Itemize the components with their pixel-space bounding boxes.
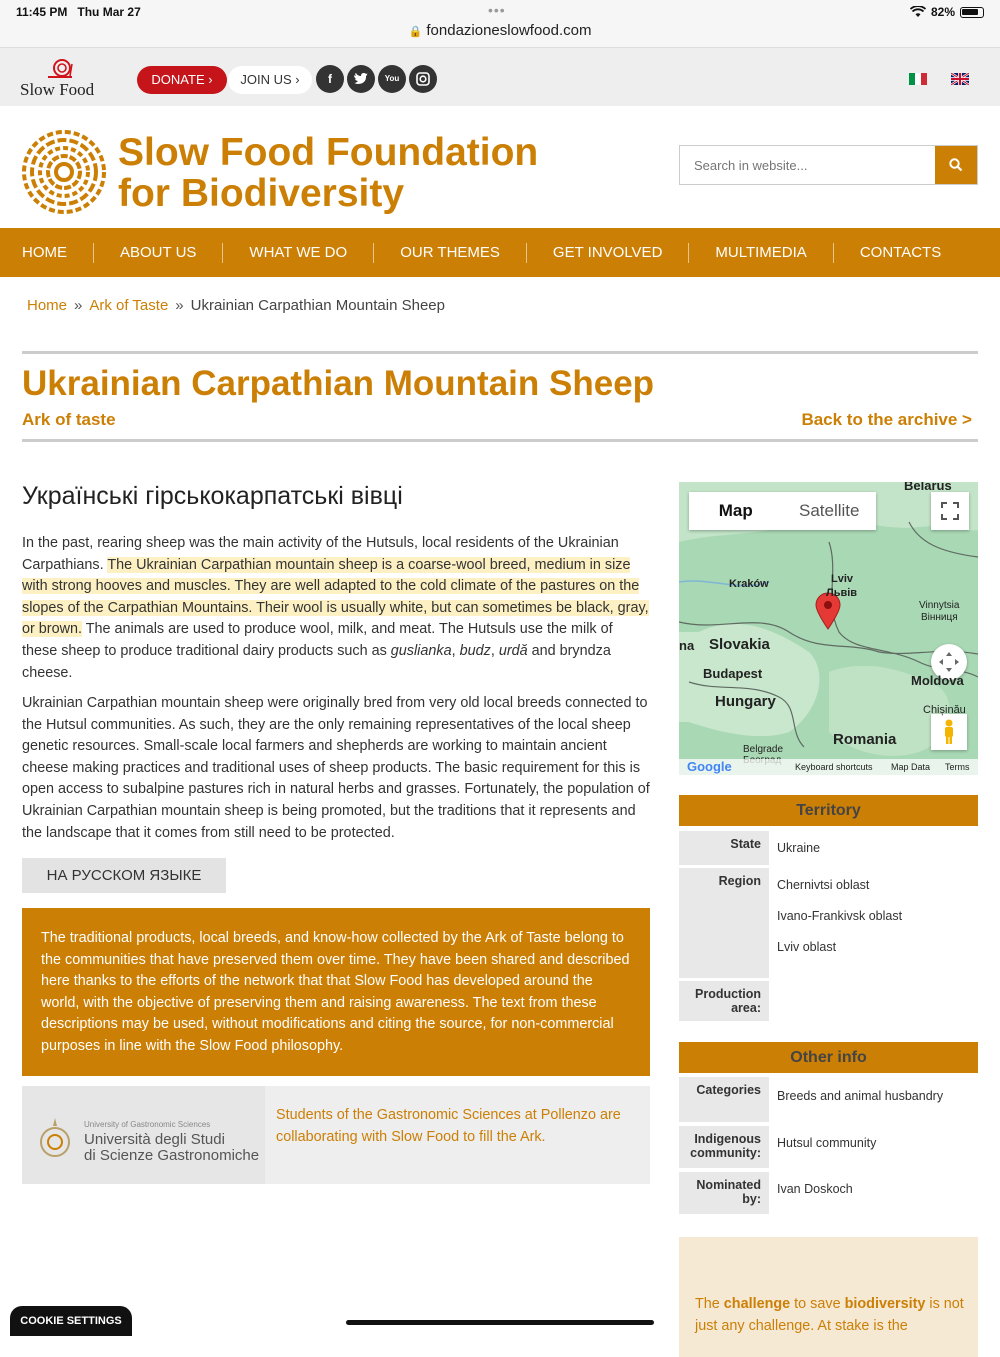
local-name-heading: Українські гірськокарпатські вівці <box>22 482 403 510</box>
nav-home[interactable]: HOME <box>0 243 94 263</box>
search-icon <box>949 158 963 172</box>
biodiversity-challenge-box: The challenge to save biodiversity is not just any challenge. At stake is the <box>679 1237 978 1357</box>
search-box <box>679 145 978 185</box>
donate-button[interactable]: DONATE › <box>137 66 227 94</box>
street-view-pegman[interactable] <box>931 714 967 750</box>
other-row-community: Indigenous community: Hutsul community <box>679 1126 978 1168</box>
instagram-icon[interactable] <box>409 65 437 93</box>
divider <box>22 351 978 354</box>
nav-about-us[interactable]: ABOUT US <box>94 243 223 263</box>
ark-notice-box: The traditional products, local breeds, and know-how collected by the Ark of Taste belong to the communities that have preserved them over time. They have been shared and described here thanks to the efforts of the network that that Slow Food has developed around the world, with the objective of preserving them and raising awareness. The text from these descriptions may be used, without modifications and citing the source, for non-commercial purposes in line with the Slow Food philosophy. <box>22 908 650 1076</box>
back-to-archive-link[interactable]: Back to the archive > <box>801 410 972 429</box>
uk-flag-icon[interactable] <box>951 73 969 85</box>
search-input[interactable] <box>680 146 936 184</box>
foundation-title: Slow Food Foundation for Biodiversity <box>118 131 539 215</box>
page-subtitle: Ark of taste <box>22 410 116 429</box>
university-logo[interactable]: University of Gastronomic Sciences Università degli Studi di Scienze Gastronomiche <box>22 1086 265 1184</box>
breadcrumb-home[interactable]: Home <box>27 297 68 314</box>
nav-multimedia[interactable]: MULTIMEDIA <box>689 243 833 263</box>
nav-contacts[interactable]: CONTACTS <box>859 243 942 261</box>
italian-flag-icon[interactable] <box>909 73 927 85</box>
terms-link[interactable]: Terms <box>945 762 970 772</box>
university-description-link[interactable]: Students of the Gastronomic Sciences at Pollenzo are collaborating with Slow Food to fill the Ark. <box>276 1107 621 1145</box>
fingerprint-logo-icon <box>22 130 106 214</box>
page-title: Ukrainian Carpathian Mountain Sheep <box>22 364 655 403</box>
territory-heading: Territory <box>679 795 978 826</box>
join-us-button[interactable]: JOIN US › <box>228 66 312 94</box>
google-logo: Google <box>687 759 732 774</box>
address-bar[interactable]: 🔒 fondazioneslowfood.com <box>408 22 592 39</box>
google-map[interactable]: Map Satellite Belarus Kraków Lviv Львів Vinnytsia Вінниця na Slovakia Budapest Hungary Moldova Chișinău Romania Belgrade Google Keyboard shortcuts Map Data Terms <box>679 482 978 775</box>
map-type-tabs <box>689 492 876 530</box>
description-paragraph-2: Ukrainian Carpathian mountain sheep were originally bred from very old local breeds connected to the Hutsul communities. As such, they are the only remaining representatives of the local sheep genetic resources. Small-scale local farmers and shepherds are working to maintain ancient cheese making practices and traditional uses of sheep products. The basic requirement for this is open access to subalpine pastures rich in natural herbs and grasses. Fortunately, the population of Ukrainian Carpathian mountain sheep is being promoted, but the traditions that it represents and the landscape that it comes from still need to be protected. <box>22 695 650 841</box>
nav-get-involved[interactable]: GET INVOLVED <box>527 243 689 263</box>
fullscreen-button[interactable] <box>931 492 969 530</box>
search-button[interactable] <box>935 146 977 184</box>
territory-row-state: State Ukraine <box>679 831 978 865</box>
browser-status-bar <box>0 0 1000 48</box>
satellite-tab[interactable]: Satellite <box>799 501 860 520</box>
snail-icon <box>46 56 74 80</box>
russian-language-button[interactable]: НА РУССКОМ ЯЗЫКЕ <box>22 858 226 893</box>
breadcrumb: Home » Ark of Taste » Ukrainian Carpathian Mountain Sheep <box>27 297 445 314</box>
nav-what-we-do[interactable]: WHAT WE DO <box>223 243 374 263</box>
pan-arrows-icon <box>938 651 960 673</box>
twitter-icon[interactable] <box>347 65 375 93</box>
highlighted-text: The Ukrainian Carpathian mountain sheep is a coarse-wool breed, medium in size with strong hooves and muscles. They are well adapted to the cold climate of the pastures on the slopes of the Carpathian Mountains. Their wool is usually white, but can sometimes be black, gray, or brown. <box>22 556 649 638</box>
map-footer <box>679 759 978 775</box>
home-indicator <box>346 1320 654 1325</box>
map-data-link[interactable]: Map Data <box>891 762 931 772</box>
cookie-settings-button[interactable]: COOKIE SETTINGS <box>10 1306 132 1336</box>
battery-icon <box>960 7 984 18</box>
youtube-icon[interactable]: You <box>378 65 406 93</box>
university-crest-icon <box>38 1116 72 1164</box>
main-nav <box>0 228 1000 277</box>
wifi-icon <box>910 6 926 18</box>
site-header <box>0 106 1000 228</box>
divider <box>22 439 978 442</box>
territory-row-production: Production area: <box>679 981 978 1021</box>
other-row-nominated: Nominated by: Ivan Doskoch <box>679 1172 978 1214</box>
other-row-categories: Categories Breeds and animal husbandry <box>679 1077 978 1122</box>
lock-icon: 🔒 <box>408 26 423 38</box>
university-box <box>22 1086 650 1184</box>
nav-our-themes[interactable]: OUR THEMES <box>374 243 527 263</box>
breadcrumb-current: Ukrainian Carpathian Mountain Sheep <box>190 297 445 314</box>
map-tab[interactable]: Map <box>718 501 753 520</box>
slow-food-topbar <box>0 48 1000 106</box>
fullscreen-icon <box>941 502 959 520</box>
status-time: 11:45 PM Thu Mar 27 <box>16 5 141 19</box>
pegman-icon <box>941 719 957 745</box>
more-dots-icon[interactable]: ••• <box>488 2 506 18</box>
facebook-icon[interactable]: f <box>316 65 344 93</box>
keyboard-shortcuts-link[interactable]: Keyboard shortcuts <box>795 762 873 772</box>
foundation-logo[interactable] <box>22 130 542 214</box>
breadcrumb-ark-of-taste[interactable]: Ark of Taste <box>89 297 169 314</box>
description-paragraph: In the past, rearing sheep was the main activity of the Hutsuls, local residents of the Ukrainian Carpathians. The Ukrainian Carpathian mountain sheep is a coarse-wool breed, medium in size with strong hooves and muscles. They are well adapted to the cold climate of the pastures on the slopes of the Carpathian Mountains. Their wool is usually white, but can sometimes be black, gray, or brown. The animals are used to produce wool, milk, and meat. The Hutsuls use the milk of these sheep to produce traditional dairy products such as guslianka, budz, urdă and bryndza cheese. <box>22 535 649 681</box>
battery-status: 82% <box>910 5 984 19</box>
territory-row-region: Region Chernivtsi oblast Ivano-Frankivsk oblast Lviv oblast <box>679 868 978 978</box>
slow-food-logo[interactable]: Slow Food <box>20 56 110 100</box>
other-info-heading: Other info <box>679 1042 978 1073</box>
